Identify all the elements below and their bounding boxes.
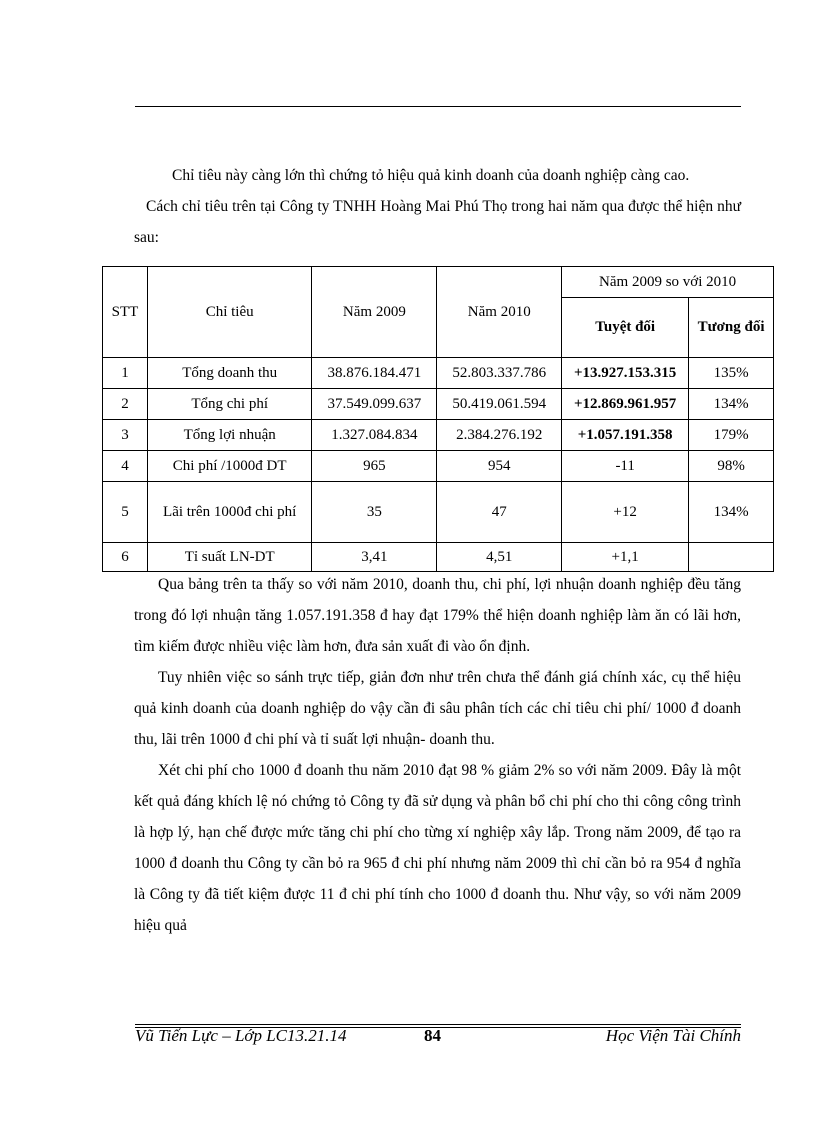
header-absolute: Tuyệt đối (562, 298, 689, 358)
table-row (103, 420, 774, 451)
cell-2009: 3,41 (312, 543, 437, 572)
cell-absolute: +13.927.153.315 (562, 358, 689, 389)
body-block (134, 569, 741, 941)
page-number: 84 (424, 1026, 441, 1045)
cell-stt: 2 (103, 389, 148, 420)
cell-relative (689, 543, 774, 572)
cell-relative: 134% (689, 482, 774, 543)
cell-absolute: +12.869.961.957 (562, 389, 689, 420)
body-paragraph-1: Qua bảng trên ta thấy so với năm 2010, doanh thu, chi phí, lợi nhuận doanh nghiệp đều tăng trong đó lợi nhuận tăng 1.057.191.358 đ hay đạt 179% thể hiện doanh nghiệp làm ăn có lãi hơn, tìm kiếm được nhiều việc làm hơn, đưa sản xuất đi vào ổn định. (134, 576, 741, 655)
cell-2010: 50.419.061.594 (437, 389, 562, 420)
cell-indicator: Tổng lợi nhuận (147, 420, 311, 451)
cell-indicator: Tổng chi phí (147, 389, 311, 420)
footer-institution: Học Viện Tài Chính (605, 1026, 741, 1045)
body-paragraph-3: Xét chi phí cho 1000 đ doanh thu năm 2010 đạt 98 % giảm 2% so với năm 2009. Đây là một kết quả đáng khích lệ nó chứng tỏ Công ty đã sử dụng và phân bổ chi phí cho thi công công trình là hợp lý, hạn chế được mức tăng chi phí cho từng xí nghiệp xây lắp. Trong năm 2009, để tạo ra 1000 đ doanh thu Công ty cần bỏ ra 965 đ chi phí nhưng năm 2009 thì chỉ cần bỏ ra 954 đ nghĩa là Công ty đã tiết kiệm được 11 đ chi phí tính cho 1000 đ doanh thu. Như vậy, so với năm 2009 hiệu quả (134, 762, 741, 934)
cell-indicator: Tổng doanh thu (147, 358, 311, 389)
intro-paragraph-2: Cách chỉ tiêu trên tại Công ty TNHH Hoàng Mai Phú Thọ trong hai năm qua được thể hiện như sau: (134, 198, 741, 246)
cell-stt: 1 (103, 358, 148, 389)
cell-stt: 5 (103, 482, 148, 543)
cell-absolute: +12 (562, 482, 689, 543)
body-paragraph-2: Tuy nhiên việc so sánh trực tiếp, giản đơn như trên chưa thể đánh giá chính xác, cụ thể hiệu quả kinh doanh của doanh nghiệp do vậy cần đi sâu phân tích các chỉ tiêu chi phí/ 1000 đ doanh thu, lãi trên 1000 đ chi phí và tỉ suất lợi nhuận- doanh thu. (134, 669, 741, 748)
cell-stt: 6 (103, 543, 148, 572)
cell-absolute: +1.057.191.358 (562, 420, 689, 451)
table-row (103, 358, 774, 389)
header-2009: Năm 2009 (312, 267, 437, 358)
cell-stt: 4 (103, 451, 148, 482)
cell-2010: 47 (437, 482, 562, 543)
table-row (103, 389, 774, 420)
footer-author: Vũ Tiến Lực – Lớp LC13.21.14 (135, 1026, 347, 1045)
cell-2009: 37.549.099.637 (312, 389, 437, 420)
table-header-row (103, 267, 774, 298)
cell-relative: 134% (689, 389, 774, 420)
header-relative: Tương đối (689, 298, 774, 358)
header-rule (135, 106, 741, 107)
intro-paragraph-1: Chỉ tiêu này càng lớn thì chứng tỏ hiệu quả kinh doanh của doanh nghiệp càng cao. (172, 167, 690, 184)
table-row (103, 543, 774, 572)
table-row (103, 482, 774, 543)
header-stt: STT (103, 267, 148, 358)
cell-2010: 2.384.276.192 (437, 420, 562, 451)
cell-2010: 52.803.337.786 (437, 358, 562, 389)
cell-relative: 135% (689, 358, 774, 389)
cell-relative: 98% (689, 451, 774, 482)
header-compare: Năm 2009 so với 2010 (562, 267, 774, 298)
header-indicator: Chỉ tiêu (147, 267, 311, 358)
indicator-table (102, 266, 774, 572)
cell-2009: 965 (312, 451, 437, 482)
cell-absolute: +1,1 (562, 543, 689, 572)
cell-2010: 954 (437, 451, 562, 482)
intro-block (134, 160, 741, 253)
cell-2009: 38.876.184.471 (312, 358, 437, 389)
cell-absolute: -11 (562, 451, 689, 482)
cell-2009: 1.327.084.834 (312, 420, 437, 451)
header-2010: Năm 2010 (437, 267, 562, 358)
table-row (103, 451, 774, 482)
cell-indicator: Lãi trên 1000đ chi phí (147, 482, 311, 543)
cell-2010: 4,51 (437, 543, 562, 572)
cell-relative: 179% (689, 420, 774, 451)
cell-stt: 3 (103, 420, 148, 451)
cell-indicator: Tỉ suất LN-DT (147, 543, 311, 572)
cell-2009: 35 (312, 482, 437, 543)
footer-rule (135, 1024, 741, 1025)
cell-indicator: Chi phí /1000đ DT (147, 451, 311, 482)
